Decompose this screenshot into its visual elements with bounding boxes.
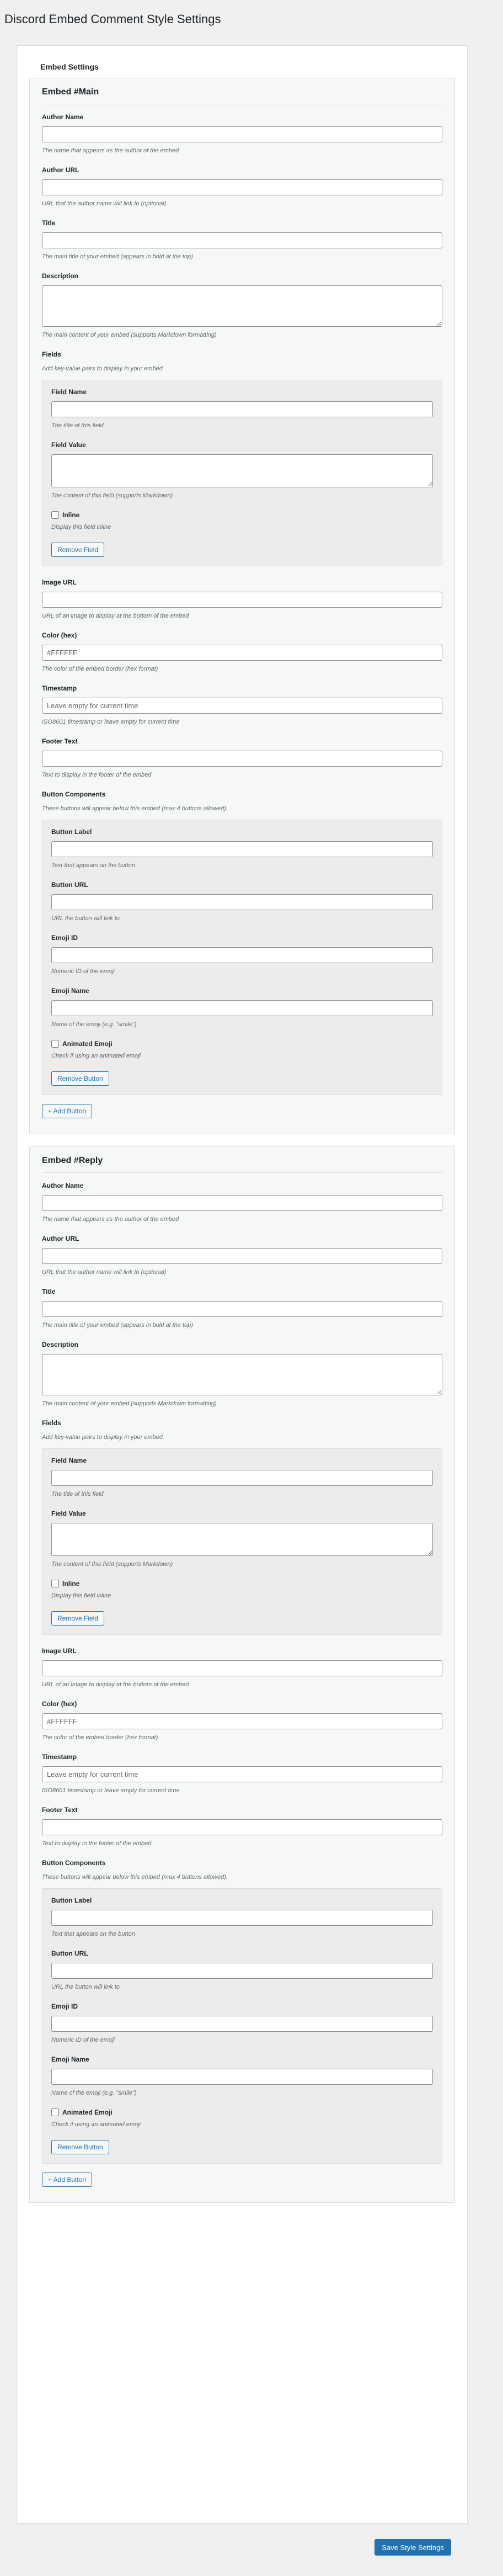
add-button-button[interactable]: + Add Button: [42, 2173, 92, 2187]
panel-title: Embed Settings: [40, 62, 99, 71]
button-url-group: [51, 1950, 433, 1990]
fields-heading: Fields: [42, 1419, 61, 1427]
author-name-description: The name that appears as the author of the embed: [42, 147, 179, 154]
inline-label: Inline: [62, 1580, 80, 1587]
color-group: [42, 1700, 442, 1741]
animated-emoji-group: [51, 1040, 433, 1059]
title-group: [42, 219, 442, 260]
color-description: The color of the embed border (hex format): [42, 1734, 158, 1741]
image-url-description: URL of an image to display at the bottom of the embed: [42, 613, 189, 619]
author-url-group: [42, 166, 442, 207]
author-url-description: URL that the author name will link to (optional): [42, 200, 167, 207]
inline-checkbox[interactable]: [51, 511, 59, 519]
button-label-input[interactable]: [51, 841, 433, 857]
inline-label: Inline: [62, 511, 80, 519]
title-label: Title: [42, 219, 56, 227]
image-url-label: Image URL: [42, 1647, 77, 1655]
timestamp-input[interactable]: [42, 698, 442, 714]
emoji-name-description: Name of the emoji (e.g. "smile"): [51, 2090, 137, 2096]
button-item: [42, 1888, 442, 2164]
field-name-input[interactable]: [51, 1470, 433, 1486]
button-url-input[interactable]: [51, 894, 433, 910]
button-label-input[interactable]: [51, 1910, 433, 1926]
inline-group: [51, 1580, 433, 1599]
field-value-label: Field Value: [51, 1510, 86, 1517]
author-name-input[interactable]: [42, 126, 442, 142]
color-description: The color of the embed border (hex format): [42, 666, 158, 672]
animated-emoji-row: [51, 1040, 433, 1048]
button-url-description: URL the button will link to: [51, 915, 120, 922]
button-components-heading: Button Components: [42, 790, 106, 798]
footer-text-input[interactable]: [42, 1819, 442, 1835]
remove-field-button[interactable]: Remove Field: [51, 1611, 104, 1626]
image-url-input[interactable]: [42, 592, 442, 608]
button-label-label: Button Label: [51, 828, 92, 836]
field-item: [42, 1448, 442, 1635]
footer-text-label: Footer Text: [42, 1806, 78, 1814]
remove-field-button[interactable]: Remove Field: [51, 543, 104, 557]
inline-description: Display this field inline: [51, 1592, 111, 1599]
timestamp-input[interactable]: [42, 1766, 442, 1782]
title-label: Title: [42, 1288, 56, 1295]
emoji-id-description: Numeric ID of the emoji: [51, 968, 115, 975]
author-url-description: URL that the author name will link to (optional): [42, 1269, 167, 1276]
timestamp-group: [42, 684, 442, 725]
embed-reply: [29, 1146, 455, 2203]
field-name-description: The title of this field: [51, 422, 104, 429]
animated-emoji-group: [51, 2108, 433, 2128]
field-item: [42, 380, 442, 566]
button-label-label: Button Label: [51, 1897, 92, 1904]
field-value-group: [51, 441, 433, 499]
button-label-group: [51, 1897, 433, 1937]
description-group: [42, 272, 442, 338]
button-label-description: Text that appears on the button: [51, 1931, 135, 1937]
field-value-group: [51, 1510, 433, 1568]
field-name-label: Field Name: [51, 388, 87, 396]
embed-title: Embed #Reply: [42, 1156, 442, 1173]
embed-settings-panel: [17, 45, 468, 2524]
animated-emoji-description: Check if using an animated emoji: [51, 2121, 141, 2128]
timestamp-label: Timestamp: [42, 1753, 77, 1761]
emoji-id-group: [51, 2003, 433, 2043]
timestamp-description: ISO8601 timestamp or leave empty for current time: [42, 719, 180, 725]
field-value-label: Field Value: [51, 441, 86, 449]
inline-description: Display this field inline: [51, 524, 111, 530]
color-label: Color (hex): [42, 1700, 77, 1708]
button-url-input[interactable]: [51, 1963, 433, 1979]
emoji-id-description: Numeric ID of the emoji: [51, 2037, 115, 2043]
image-url-group: [42, 578, 442, 619]
author-url-label: Author URL: [42, 166, 79, 174]
animated-emoji-label: Animated Emoji: [62, 1040, 113, 1048]
add-button-button[interactable]: + Add Button: [42, 1104, 92, 1118]
inline-checkbox[interactable]: [51, 1580, 59, 1587]
button-url-group: [51, 881, 433, 922]
page-title: Discord Embed Comment Style Settings: [4, 12, 221, 26]
fields-description: Add key-value pairs to display in your embed: [42, 1434, 163, 1441]
button-components-section: [42, 1859, 442, 2187]
footer-text-group: [42, 1806, 442, 1847]
field-name-label: Field Name: [51, 1457, 87, 1464]
color-label: Color (hex): [42, 631, 77, 639]
field-value-textarea[interactable]: [51, 454, 433, 487]
button-components-heading: Button Components: [42, 1859, 106, 1867]
title-description: The main title of your embed (appears in bold at the top): [42, 253, 193, 260]
button-item: [42, 820, 442, 1095]
fields-heading: Fields: [42, 350, 61, 358]
save-style-settings-button[interactable]: Save Style Settings: [374, 2539, 451, 2556]
field-value-textarea[interactable]: [51, 1523, 433, 1556]
animated-emoji-row: [51, 2108, 433, 2116]
author-name-label: Author Name: [42, 1182, 84, 1189]
inline-row: [51, 1580, 433, 1587]
description-label: Description: [42, 1341, 79, 1348]
emoji-name-input[interactable]: [51, 1000, 433, 1016]
author-url-group: [42, 1235, 442, 1276]
description-description: The main content of your embed (supports Markdown formatting): [42, 332, 217, 338]
inline-row: [51, 511, 433, 519]
emoji-name-group: [51, 2056, 433, 2096]
timestamp-group: [42, 1753, 442, 1794]
fields-section: [42, 1419, 442, 1635]
author-url-input[interactable]: [42, 179, 442, 195]
description-description: The main content of your embed (supports Markdown formatting): [42, 1400, 217, 1407]
emoji-id-label: Emoji ID: [51, 2003, 78, 2010]
timestamp-description: ISO8601 timestamp or leave empty for current time: [42, 1787, 180, 1794]
remove-button-button[interactable]: Remove Button: [51, 1071, 109, 1086]
button-components-description: These buttons will appear below this embed (max 4 buttons allowed).: [42, 805, 228, 812]
animated-emoji-checkbox[interactable]: [51, 2108, 59, 2116]
emoji-name-label: Emoji Name: [51, 2056, 89, 2063]
animated-emoji-label: Animated Emoji: [62, 2108, 113, 2116]
author-name-input[interactable]: [42, 1195, 442, 1211]
button-url-label: Button URL: [51, 881, 88, 889]
author-name-group: [42, 1182, 442, 1223]
author-url-input[interactable]: [42, 1248, 442, 1264]
button-url-description: URL the button will link to: [51, 1984, 120, 1990]
author-name-label: Author Name: [42, 113, 84, 121]
field-name-input[interactable]: [51, 401, 433, 417]
fields-section: [42, 350, 442, 566]
image-url-group: [42, 1647, 442, 1688]
field-value-description: The content of this field (supports Markdown): [51, 492, 173, 499]
description-label: Description: [42, 272, 79, 280]
emoji-id-label: Emoji ID: [51, 934, 78, 942]
animated-emoji-description: Check if using an animated emoji: [51, 1053, 141, 1059]
emoji-id-input[interactable]: [51, 2016, 433, 2032]
field-name-description: The title of this field: [51, 1491, 104, 1497]
author-url-label: Author URL: [42, 1235, 79, 1242]
field-name-group: [51, 1457, 433, 1497]
author-name-group: [42, 113, 442, 154]
footer-bar: [0, 2570, 503, 2576]
title-input[interactable]: [42, 232, 442, 248]
fields-description: Add key-value pairs to display in your embed: [42, 365, 163, 372]
footer-text-description: Text to display in the footer of the embed: [42, 772, 152, 778]
remove-button-button[interactable]: Remove Button: [51, 2140, 109, 2154]
image-url-input[interactable]: [42, 1660, 442, 1676]
button-components-section: [42, 790, 442, 1118]
title-group: [42, 1288, 442, 1329]
embed-title: Embed #Main: [42, 87, 442, 104]
embed-main: [29, 78, 455, 1134]
footer-text-input[interactable]: [42, 751, 442, 767]
author-name-description: The name that appears as the author of the embed: [42, 1216, 179, 1223]
emoji-id-group: [51, 934, 433, 975]
emoji-name-label: Emoji Name: [51, 987, 89, 995]
image-url-description: URL of an image to display at the bottom of the embed: [42, 1681, 189, 1688]
title-description: The main title of your embed (appears in bold at the top): [42, 1322, 193, 1329]
image-url-label: Image URL: [42, 578, 77, 586]
color-input[interactable]: [42, 645, 442, 661]
emoji-name-group: [51, 987, 433, 1028]
inline-group: [51, 511, 433, 530]
title-input[interactable]: [42, 1301, 442, 1317]
description-group: [42, 1341, 442, 1407]
button-label-group: [51, 828, 433, 869]
button-url-label: Button URL: [51, 1950, 88, 1957]
timestamp-label: Timestamp: [42, 684, 77, 692]
field-name-group: [51, 388, 433, 429]
emoji-id-input[interactable]: [51, 947, 433, 963]
footer-text-description: Text to display in the footer of the embed: [42, 1840, 152, 1847]
color-group: [42, 631, 442, 672]
button-components-description: These buttons will appear below this embed (max 4 buttons allowed).: [42, 1874, 228, 1881]
emoji-name-input[interactable]: [51, 2069, 433, 2085]
footer-text-label: Footer Text: [42, 737, 78, 745]
button-label-description: Text that appears on the button: [51, 862, 135, 869]
emoji-name-description: Name of the emoji (e.g. "smile"): [51, 1021, 137, 1028]
animated-emoji-checkbox[interactable]: [51, 1040, 59, 1048]
description-textarea[interactable]: [42, 285, 442, 327]
footer-text-group: [42, 737, 442, 778]
description-textarea[interactable]: [42, 1354, 442, 1395]
field-value-description: The content of this field (supports Markdown): [51, 1561, 173, 1568]
color-input[interactable]: [42, 1713, 442, 1729]
